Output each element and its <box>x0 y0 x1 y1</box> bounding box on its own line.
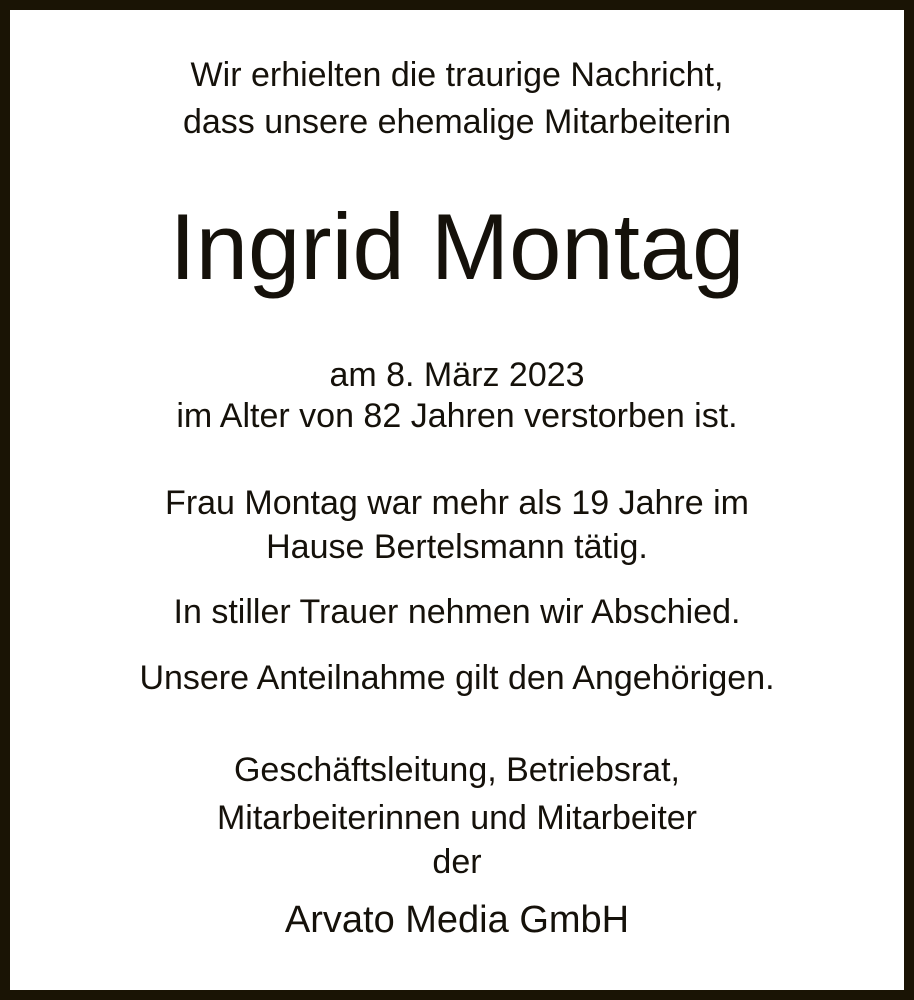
mourning-line: In stiller Trauer nehmen wir Abschied. <box>173 593 741 631</box>
death-age: im Alter von 82 Jahren verstorben ist. <box>176 397 738 435</box>
intro-line-1: Wir erhielten die traurige Nachricht, <box>190 56 724 94</box>
condolence-line: Unsere Anteilnahme gilt den Angehörigen. <box>139 659 775 697</box>
deceased-name: Ingrid Montag <box>169 194 745 299</box>
company-name: Arvato Media GmbH <box>284 899 630 941</box>
signers-line-1: Geschäftsleitung, Betriebsrat, <box>233 751 680 789</box>
signers-line-3: der <box>432 843 482 881</box>
signers-line-2: Mitarbeiterinnen und Mitarbeiter <box>216 799 698 837</box>
tenure-line-2: Hause Bertelsmann tätig. <box>266 528 648 566</box>
tenure-line-1: Frau Montag war mehr als 19 Jahre im <box>165 484 749 522</box>
death-date: am 8. März 2023 <box>329 356 585 394</box>
intro-line-2: dass unsere ehemalige Mitarbeiterin <box>182 103 732 141</box>
